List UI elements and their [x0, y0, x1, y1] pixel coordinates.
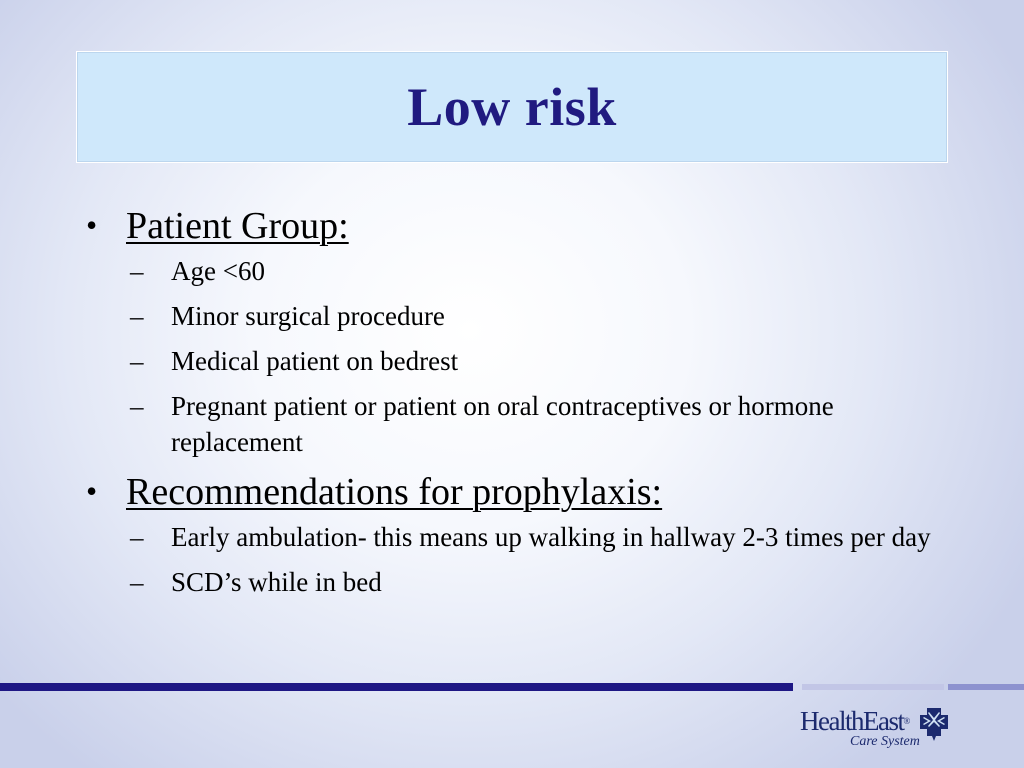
- footer-rule-light: [802, 684, 944, 690]
- dash-marker: –: [130, 346, 144, 376]
- list-item: [130, 298, 946, 334]
- list-item-text: Medical patient on bedrest: [171, 346, 459, 376]
- section-recommendations: [86, 469, 946, 515]
- dash-marker: –: [130, 522, 144, 552]
- list-item-text: Early ambulation- this means up walking in hallway 2-3 times per day: [171, 522, 931, 552]
- bullet-marker: •: [86, 473, 98, 509]
- list-item: [130, 564, 946, 600]
- title-box: [76, 51, 948, 163]
- patient-group-list: [130, 253, 946, 460]
- list-item: [130, 343, 946, 379]
- section-heading: Recommendations for prophylaxis:: [126, 471, 663, 513]
- list-item-text: Pregnant patient or patient on oral contraceptives or hormone replacement: [171, 391, 834, 457]
- dash-marker: –: [130, 256, 144, 286]
- dash-marker: –: [130, 567, 144, 597]
- logo-name-text: HealthEast: [800, 706, 904, 736]
- list-item-text: SCD’s while in bed: [171, 567, 382, 597]
- footer-rule-mid: [948, 684, 1024, 690]
- list-item: [130, 519, 946, 555]
- footer-rule-dark: [0, 683, 793, 691]
- slide-content: [86, 203, 946, 609]
- dash-marker: –: [130, 391, 144, 421]
- healtheast-cross-icon: [918, 706, 950, 742]
- list-item-text: Age <60: [171, 256, 265, 286]
- dash-marker: –: [130, 301, 144, 331]
- list-item-text: Minor surgical procedure: [171, 301, 445, 331]
- logo-registered-mark: ®: [903, 716, 911, 726]
- bullet-marker: •: [86, 207, 98, 243]
- logo-tagline: Care System: [850, 734, 920, 749]
- list-item: [130, 388, 946, 460]
- section-patient-group: [86, 203, 946, 249]
- healtheast-logo: [800, 704, 956, 754]
- recommendations-list: [130, 519, 946, 600]
- logo-name: [800, 704, 910, 738]
- slide-title: Low risk: [407, 77, 617, 137]
- list-item: [130, 253, 946, 289]
- section-heading: Patient Group:: [126, 205, 349, 247]
